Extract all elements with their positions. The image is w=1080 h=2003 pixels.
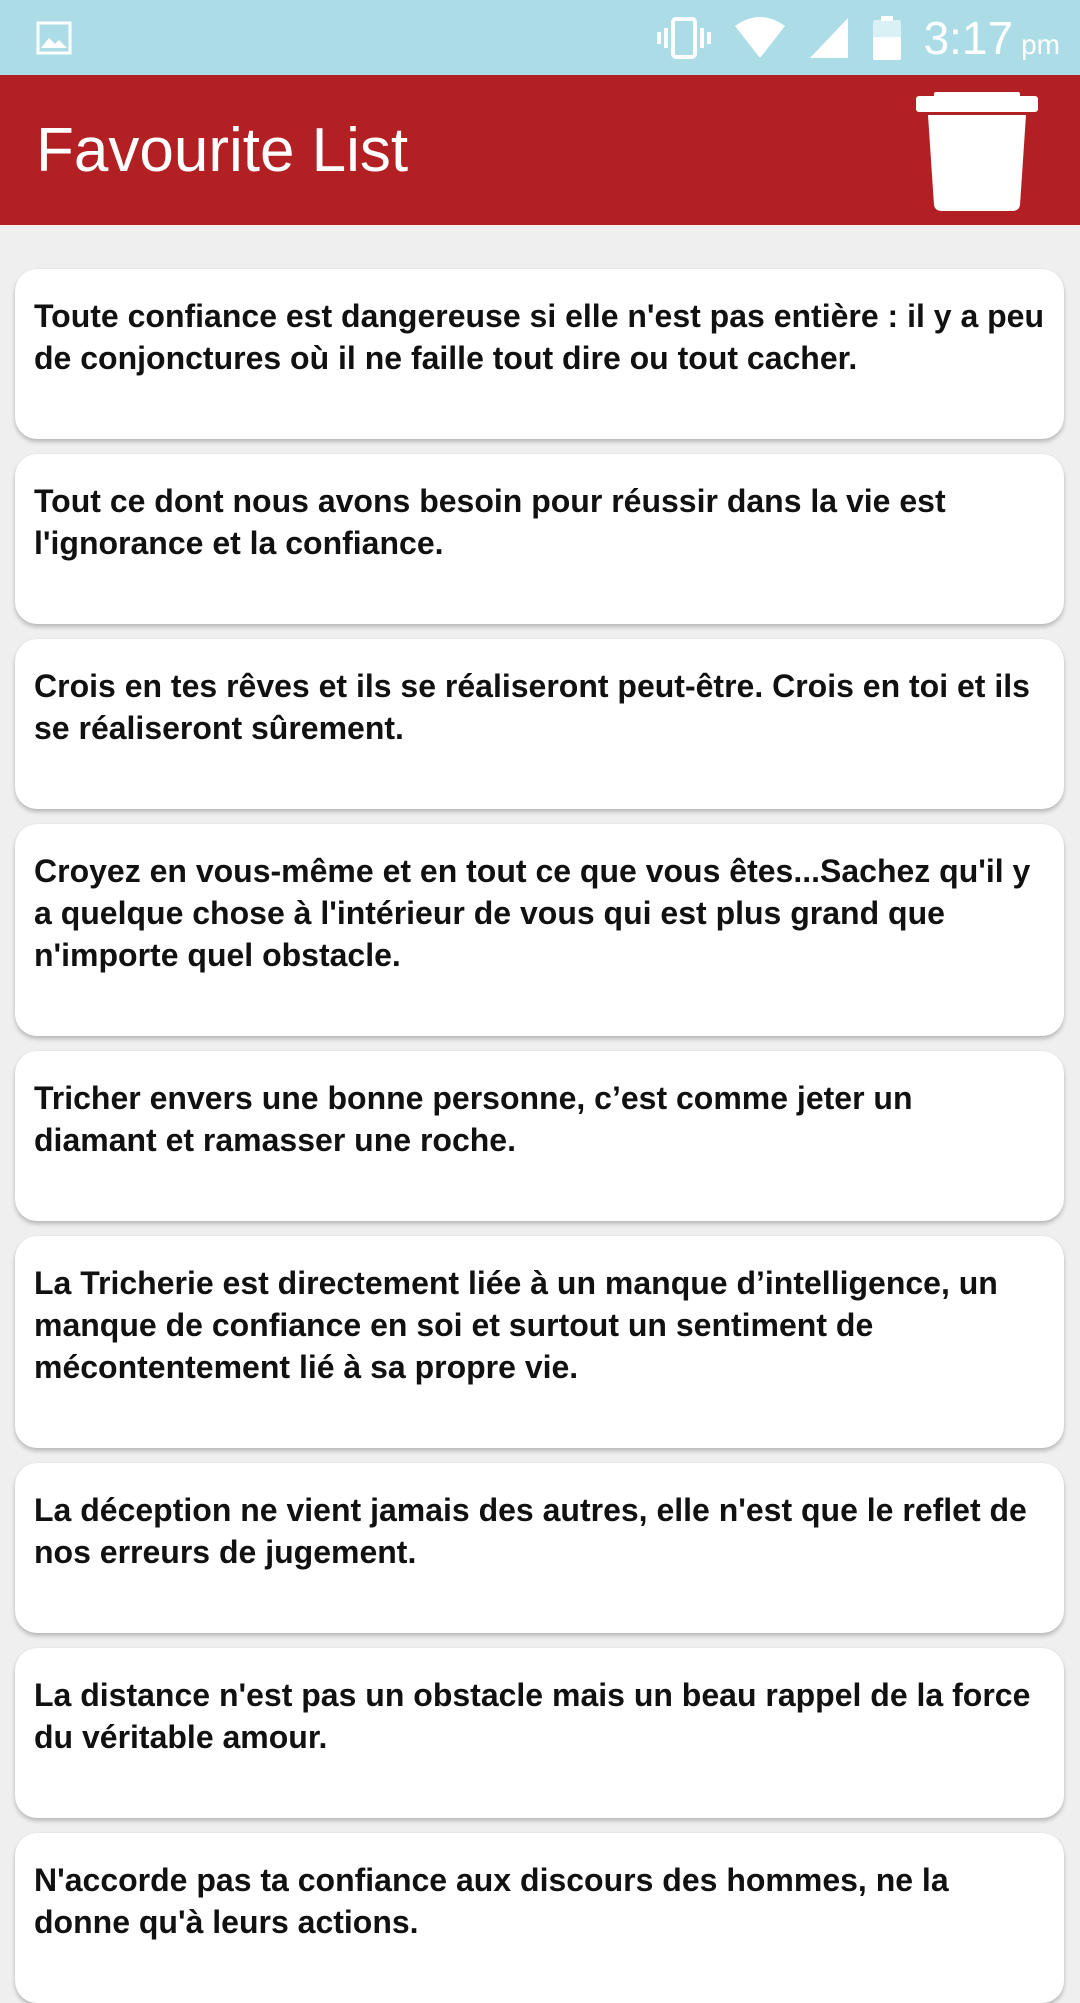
quote-text: La Tricherie est directement liée à un manque d’intelligence, un manque de confiance en soi et surtout un sentiment de mécontentement lié à sa propre vie. — [34, 1265, 998, 1385]
signal-icon — [808, 16, 850, 60]
vibrate-icon — [656, 16, 712, 60]
wifi-icon — [734, 16, 786, 60]
battery-icon — [872, 15, 902, 61]
quote-text: La distance n'est pas un obstacle mais un beau rappel de la force du véritable amour. — [34, 1677, 1031, 1755]
quote-text: Toute confiance est dangereuse si elle n'est pas entière : il y a peu de conjonctures où il ne faille tout dire ou tout cacher. — [34, 298, 1045, 376]
list-item[interactable] — [15, 639, 1064, 809]
list-item[interactable] — [15, 1648, 1064, 1818]
quote-text: Tricher envers une bonne personne, c’est comme jeter un diamant et ramasser une roche. — [34, 1080, 913, 1158]
quote-text: La déception ne vient jamais des autres, elle n'est que le reflet de nos erreurs de jugement. — [34, 1492, 1027, 1570]
favourite-list — [0, 225, 1080, 1940]
page-title: Favourite List — [36, 115, 409, 185]
quote-text: Crois en tes rêves et ils se réaliseront peut-être. Crois en toi et ils se réaliseront sûrement. — [34, 668, 1030, 746]
delete-all-button[interactable] — [916, 89, 1038, 213]
list-item[interactable] — [15, 269, 1064, 439]
image-icon — [36, 20, 72, 56]
trash-icon — [916, 89, 1038, 213]
list-item[interactable] — [15, 1051, 1064, 1221]
status-icons — [656, 0, 1060, 75]
list-item[interactable] — [15, 824, 1064, 1036]
app-bar — [0, 75, 1080, 225]
quote-text: Croyez en vous-même et en tout ce que vous êtes...Sachez qu'il y a quelque chose à l'intérieur de vous qui est plus grand que n'importe quel obstacle. — [34, 853, 1031, 973]
list-item[interactable] — [15, 454, 1064, 624]
list-item[interactable] — [15, 1463, 1064, 1633]
list-item[interactable] — [15, 1833, 1064, 2003]
status-bar — [0, 0, 1080, 75]
list-item[interactable] — [15, 1236, 1064, 1448]
quote-text: Tout ce dont nous avons besoin pour réussir dans la vie est l'ignorance et la confiance. — [34, 483, 946, 561]
status-time-value: 3:17 — [923, 11, 1014, 64]
quote-text: N'accorde pas ta confiance aux discours des hommes, ne la donne qu'à leurs actions. — [34, 1862, 949, 1940]
status-time — [924, 11, 1060, 65]
status-time-ampm: pm — [1021, 28, 1060, 60]
